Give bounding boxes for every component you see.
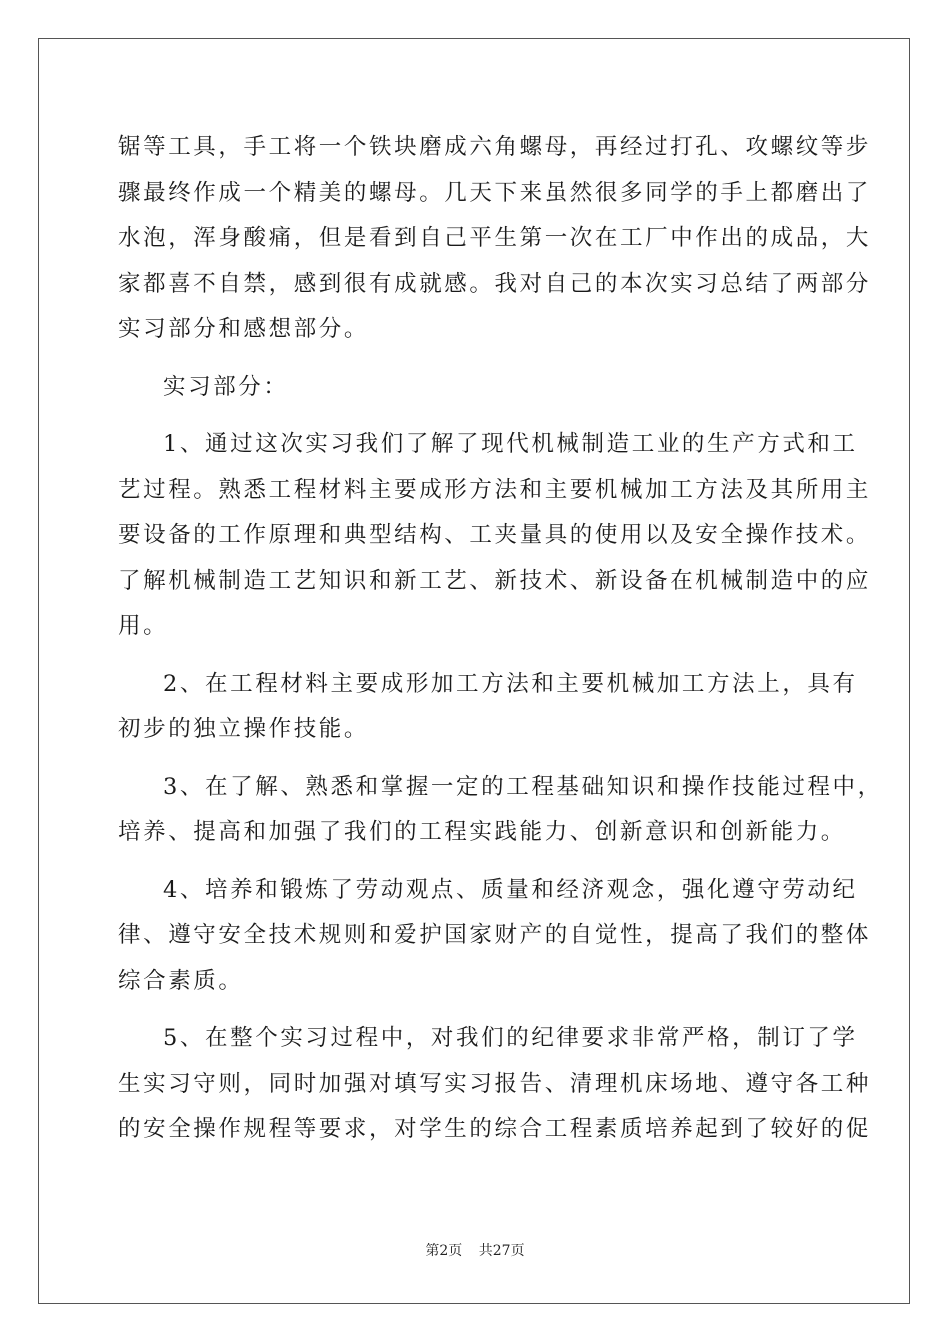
text-line: 4、培养和锻炼了劳动观点、质量和经济观念，强化遵守劳动纪 bbox=[163, 876, 858, 903]
text-line: 锯等工具，手工将一个铁块磨成六角螺母，再经过打孔、攻螺纹等步 bbox=[118, 134, 872, 160]
text-line: 培养、提高和加强了我们的工程实践能力、创新意识和创新能力。 bbox=[118, 819, 846, 845]
text-line: 生实习守则，同时加强对填写实习报告、清理机床场地、遵守各工种 bbox=[118, 1070, 872, 1097]
paragraph bbox=[118, 422, 872, 650]
paragraph bbox=[118, 125, 872, 353]
text-line: 家都喜不自禁，感到很有成就感。我对自己的本次实习总结了两部分 bbox=[118, 270, 872, 297]
page-number: 第2页 bbox=[425, 1243, 463, 1259]
text-line: 的安全操作规程等要求，对学生的综合工程素质培养起到了较好的促 bbox=[118, 1116, 872, 1142]
text-line: 实习部分： bbox=[163, 373, 289, 400]
text-line: 综合素质。 bbox=[118, 967, 244, 994]
text-line: 艺过程。熟悉工程材料主要成形方法和主要机械加工方法及其所用主 bbox=[118, 476, 872, 503]
text-line: 初步的独立操作技能。 bbox=[118, 716, 370, 742]
text-line: 了解机械制造工艺知识和新工艺、新技术、新设备在机械制造中的应 bbox=[118, 567, 872, 594]
section-heading bbox=[118, 365, 834, 411]
text-line: 3、在了解、熟悉和掌握一定的工程基础知识和操作技能过程中， bbox=[163, 773, 883, 800]
text-line: 实习部分和感想部分。 bbox=[118, 316, 370, 342]
text-line: 用。 bbox=[118, 613, 169, 639]
paragraph bbox=[118, 662, 858, 753]
text-line: 1、通过这次实习我们了解了现代机械制造工业的生产方式和工 bbox=[163, 431, 858, 457]
text-line: 骤最终作成一个精美的螺母。几天下来虽然很多同学的手上都磨出了 bbox=[118, 179, 872, 206]
paragraph bbox=[118, 1016, 872, 1153]
page-total: 共27页 bbox=[478, 1243, 525, 1259]
document-body bbox=[118, 125, 883, 1153]
text-line: 水泡，浑身酸痛，但是看到自己平生第一次在工厂中作出的成品，大 bbox=[118, 225, 872, 251]
text-line: 律、遵守安全技术规则和爱护国家财产的自觉性，提高了我们的整体 bbox=[118, 922, 872, 948]
paragraph bbox=[118, 868, 872, 1005]
text-line: 5、在整个实习过程中，对我们的纪律要求非常严格，制订了学 bbox=[163, 1025, 858, 1051]
page-footer bbox=[0, 1240, 950, 1260]
text-line: 2、在工程材料主要成形加工方法和主要机械加工方法上，具有 bbox=[163, 670, 858, 697]
paragraph bbox=[118, 765, 883, 856]
text-line: 要设备的工作原理和典型结构、工夹量具的使用以及安全操作技术。 bbox=[118, 522, 872, 548]
